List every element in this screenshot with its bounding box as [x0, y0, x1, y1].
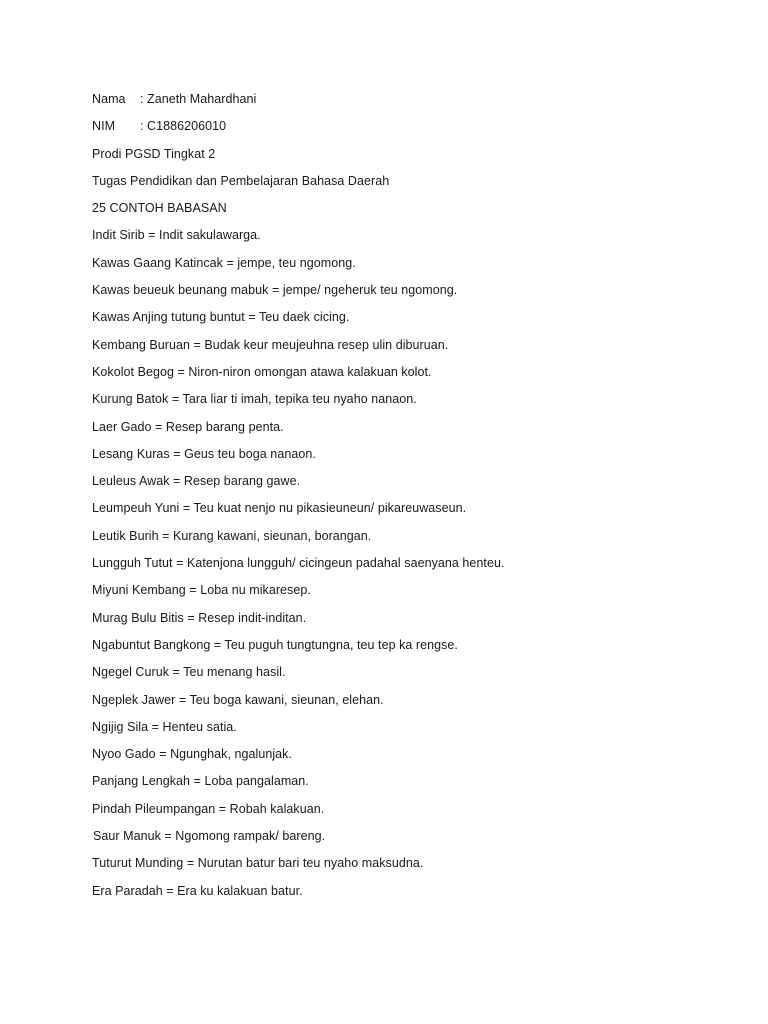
nim-label: NIM — [92, 119, 116, 134]
list-item: Ngabuntut Bangkong = Teu puguh tungtungna, teu tep ka rengse. — [92, 637, 458, 652]
assignment-title: Tugas Pendidikan dan Pembelajaran Bahasa Daerah — [92, 173, 390, 188]
list-item: Nyoo Gado = Ngunghak, ngalunjak. — [92, 747, 293, 762]
list-item: Ngeplek Jawer = Teu boga kawani, sieunan, elehan. — [92, 692, 384, 707]
list-item: Miyuni Kembang = Loba nu mikaresep. — [92, 583, 311, 598]
list-item: Leuleus Awak = Resep barang gawe. — [92, 474, 301, 489]
list-item: Tuturut Munding = Nurutan batur bari teu nyaho maksudna. — [92, 856, 424, 871]
list-item: Ngegel Curuk = Teu menang hasil. — [92, 665, 286, 680]
nim-value: : C1886206010 — [140, 119, 227, 134]
list-item: Lungguh Tutut = Katenjona lungguh/ cicingeun padahal saenyana henteu. — [92, 556, 505, 571]
list-item: Kawas beueuk beunang mabuk = jempe/ ngeheruk teu ngomong. — [92, 283, 458, 298]
babasan-list — [92, 222, 732, 904]
prodi-line: Prodi PGSD Tingkat 2 — [92, 146, 216, 161]
list-item: Murag Bulu Bitis = Resep indit-inditan. — [92, 610, 307, 625]
list-item: Pindah Pileumpangan = Robah kalakuan. — [92, 801, 325, 816]
list-item: Indit Sirib = Indit sakulawarga. — [92, 228, 261, 243]
list-item: Panjang Lengkah = Loba pangalaman. — [92, 774, 309, 789]
list-item: Kembang Buruan = Budak keur meujeuhna resep ulin diburuan. — [92, 337, 449, 352]
list-item: Leutik Burih = Kurang kawani, sieunan, borangan. — [92, 528, 372, 543]
list-item: Saur Manuk = Ngomong rampak/ bareng. — [93, 829, 326, 844]
section-title: 25 CONTOH BABASAN — [92, 201, 227, 216]
nim-line — [92, 113, 732, 140]
list-item: Kurung Batok = Tara liar ti imah, tepika teu nyaho nanaon. — [92, 392, 417, 407]
list-item: Kawas Anjing tutung buntut = Teu daek cicing. — [92, 310, 350, 325]
list-item: Lesang Kuras = Geus teu boga nanaon. — [92, 446, 316, 461]
name-label: Nama — [92, 92, 126, 106]
document-body — [92, 86, 732, 905]
list-item: Kokolot Begog = Niron-niron omongan atawa kalakuan kolot. — [92, 364, 432, 379]
name-value: : Zaneth Mahardhani — [140, 92, 257, 106]
list-item: Ngijig Sila = Henteu satia. — [92, 719, 237, 734]
list-item: Kawas Gaang Katincak = jempe, teu ngomong. — [92, 255, 356, 270]
list-item: Leumpeuh Yuni = Teu kuat nenjo nu pikasieuneun/ pikareuwaseun. — [92, 501, 467, 516]
name-line — [92, 86, 732, 113]
list-item: Era Paradah = Era ku kalakuan batur. — [92, 883, 303, 898]
list-item: Laer Gado = Resep barang penta. — [92, 419, 284, 434]
